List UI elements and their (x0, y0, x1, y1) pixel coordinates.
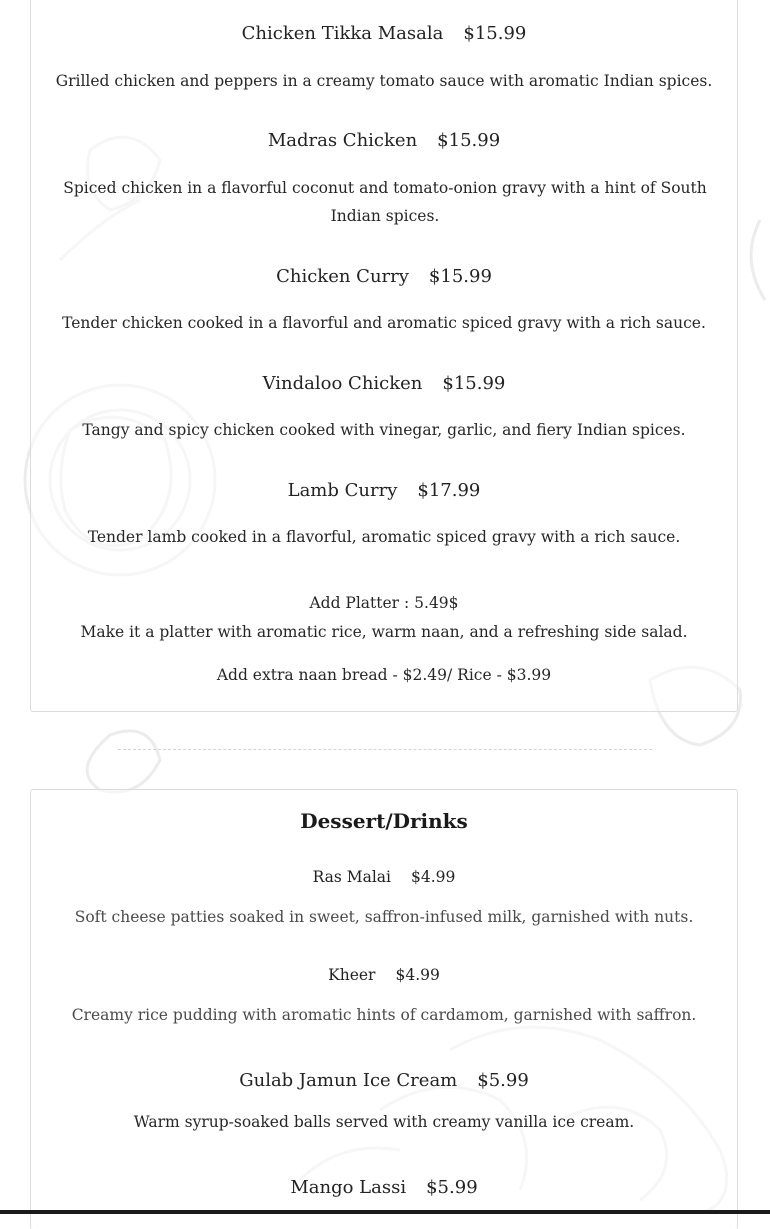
item-price: $5.99 (477, 1070, 529, 1091)
item-description: Tangy and spicy chicken cooked with vinegar, garlic, and fiery Indian spices. (82, 421, 686, 439)
menu-item-title (31, 266, 737, 287)
viewport-bottom-edge (0, 1210, 770, 1214)
desserts-card (30, 789, 738, 1229)
item-price: $15.99 (442, 373, 506, 394)
item-description: Tender chicken cooked in a flavorful and aromatic spiced gravy with a rich sauce. (62, 314, 706, 332)
item-description: Soft cheese patties soaked in sweet, saffron-infused milk, garnished with nuts. (74, 908, 694, 926)
item-name: Kheer (328, 966, 376, 984)
item-name: Lamb Curry (287, 480, 398, 501)
menu-item-title (31, 480, 737, 501)
item-price: $5.99 (426, 1177, 478, 1198)
item-description: Spiced chicken in a flavorful coconut and tomato-onion gravy with a hint of South Indian spices. (63, 179, 707, 225)
item-description: Grilled chicken and peppers in a creamy tomato sauce with aromatic Indian spices. (55, 72, 713, 90)
item-price: $4.99 (395, 966, 440, 984)
item-name: Mango Lassi (290, 1177, 407, 1198)
menu-item-title (31, 1177, 737, 1198)
menu-item-title (31, 23, 737, 44)
item-price: $17.99 (417, 480, 481, 501)
item-name: Chicken Tikka Masala (241, 23, 444, 44)
item-price: $15.99 (428, 266, 492, 287)
menu-item-title (31, 868, 737, 886)
menu-item-title (31, 966, 737, 984)
mains-card (30, 0, 738, 712)
menu-item-title (31, 373, 737, 394)
item-description: Tender lamb cooked in a flavorful, aromatic spiced gravy with a rich sauce. (87, 528, 681, 546)
item-name: Vindaloo Chicken (262, 373, 423, 394)
item-name: Madras Chicken (267, 130, 418, 151)
item-description: Creamy rice pudding with aromatic hints of cardamom, garnished with saffron. (71, 1006, 697, 1024)
item-price: $15.99 (437, 130, 501, 151)
item-description: Warm syrup-soaked balls served with creamy vanilla ice cream. (133, 1113, 635, 1131)
section-divider (118, 749, 652, 750)
item-name: Ras Malai (312, 868, 392, 886)
section-title: Dessert/Drinks (300, 809, 468, 833)
item-price: $15.99 (463, 23, 527, 44)
item-name: Gulab Jamun Ice Cream (239, 1070, 458, 1091)
menu-item-title (31, 1070, 737, 1091)
extras-note: Add extra naan bread - $2.49/ Rice - $3.99 (216, 666, 552, 684)
platter-description: Make it a platter with aromatic rice, warm naan, and a refreshing side salad. (80, 623, 688, 641)
menu-item-title (31, 130, 737, 151)
item-name: Chicken Curry (276, 266, 409, 287)
platter-title: Add Platter : 5.49$ (309, 594, 459, 612)
item-price: $4.99 (411, 868, 456, 886)
